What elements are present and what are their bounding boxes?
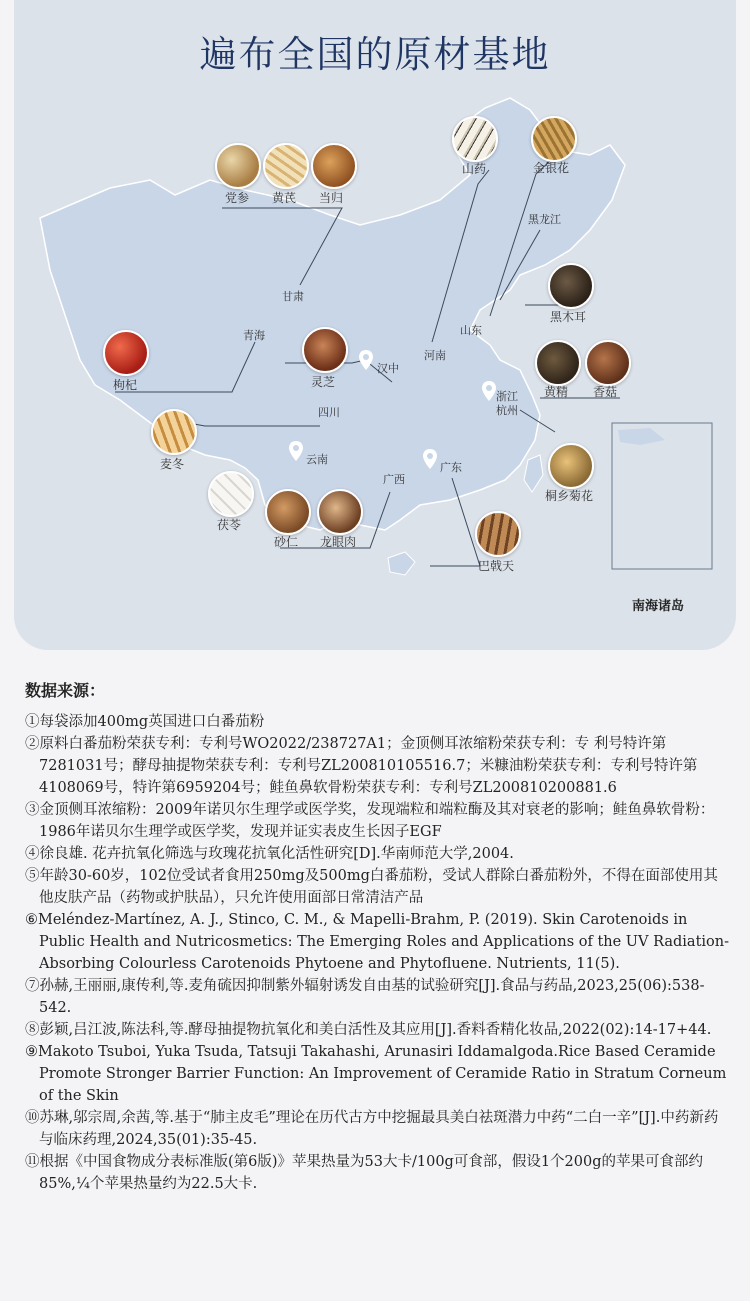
- jinyinhua-label: 金银花: [532, 161, 570, 175]
- region-shandong: 山东: [460, 324, 482, 337]
- region-gansu: 甘肃: [282, 290, 304, 303]
- bajitian-label: 巴戟天: [477, 559, 515, 573]
- sources-heading: 数据来源：: [25, 681, 106, 700]
- huangqi-image: [263, 143, 309, 189]
- sharen-image: [265, 489, 311, 535]
- source-item: ②原料白番茄粉荣获专利：专利号WO2022/238727A1；金顶侧耳浓缩粉荣获专利：专 利号特许第7281031号；酵母抽提物荣获专利：专利号ZL200810105516.7；米糠油粉荣获专利：专利号特许第 4108069号，特许第6959204号；鲑鱼鼻软骨粉荣获专利：专利号ZL200810200881.6: [25, 736, 698, 796]
- source-item: ⑩苏琳,邬宗周,余茜,等.基于“肺主皮毛”理论在历代古方中挖掘最具美白祛斑潜力中药“二白一辛”[J].中药新药与临床药理,2024,35(01):35-45.: [25, 1110, 719, 1148]
- china-map: [0, 0, 750, 650]
- gouqi-label: 枸杞: [112, 378, 138, 392]
- danggui-image: [311, 143, 357, 189]
- tongxiang-juhua-image: [548, 443, 594, 489]
- huangqi-label: 黄芪: [271, 191, 297, 205]
- jinyinhua-image: [531, 116, 577, 162]
- fuling-image: [208, 471, 254, 517]
- location-pin-icon: [422, 449, 438, 469]
- longyanrou-label: 龙眼肉: [319, 535, 357, 549]
- source-item: ①每袋添加400mg英国进口白番茄粉: [25, 714, 265, 730]
- sharen-label: 砂仁: [273, 535, 299, 549]
- region-guangdong: 广东: [440, 461, 462, 474]
- source-item: ⑨Makoto Tsuboi, Yuka Tsuda, Tatsuji Takahashi, Arunasiri Iddamalgoda.Rice Based Ceramide Promote Stronger Barrier Function: An Improvement of Ceramide Ratio in Stratum Corneum of the Skin: [25, 1044, 727, 1104]
- tongxiang-juhua-label: 桐乡菊花: [544, 489, 594, 503]
- region-henan: 河南: [424, 349, 446, 362]
- huangjing-label: 黄精: [543, 385, 569, 399]
- region-sichuan: 四川: [318, 406, 340, 419]
- heimuer-image: [548, 263, 594, 309]
- source-item: ④徐良雄. 花卉抗氧化筛选与玫瑰花抗氧化活性研究[D].华南师范大学,2004.: [25, 846, 514, 862]
- source-item: ⑥Meléndez-Martínez, A. J., Stinco, C. M., & Mapelli-Brahm, P. (2019). Skin Carotenoids in Public Health and Nutricosmetics: The Emerging Roles and Applications of the UV Radiation-Absorbing Colourless Carotenoids Phytoene and Phytofluene. Nutrients, 11(5).: [25, 912, 730, 972]
- danggui-label: 当归: [318, 191, 344, 205]
- xianggu-label: 香菇: [592, 385, 618, 399]
- south-sea-label: 南海诸岛: [632, 599, 685, 614]
- page-title: 遍布全国的原材基地: [199, 33, 551, 76]
- heimuer-label: 黑木耳: [549, 310, 587, 324]
- shanyao-image: [452, 116, 498, 162]
- region-guangxi: 广西: [383, 473, 405, 486]
- region-yunnan: 云南: [306, 453, 328, 466]
- gouqi-image: [103, 330, 149, 376]
- region-hanzhong: 汉中: [377, 362, 399, 375]
- hainan-island: [388, 552, 415, 575]
- dangshen-label: 党参: [224, 191, 250, 205]
- sources-section: [25, 678, 730, 1195]
- location-pin-icon: [288, 441, 304, 461]
- shanyao-label: 山药: [461, 162, 487, 176]
- maidong-image: [151, 409, 197, 455]
- region-heilongjiang: 黑龙江: [528, 213, 561, 226]
- source-item: ③金顶侧耳浓缩粉：2009年诺贝尔生理学或医学奖，发现端粒和端粒酶及其对衰老的影响；鲑鱼鼻软骨粉：1986年诺贝尔生理学或医学奖，发现并证实表皮生长因子EGF: [25, 802, 715, 840]
- longyanrou-image: [317, 489, 363, 535]
- source-item: ⑪根据《中国食物成分表标准版(第6版)》苹果热量为53大卡/100g可食部，假设1个200g的苹果可食部约85%,¼个苹果热量约为22.5大卡.: [25, 1154, 704, 1192]
- taiwan-island: [524, 455, 543, 492]
- fuling-label: 茯苓: [216, 518, 242, 532]
- maidong-label: 麦冬: [159, 457, 185, 471]
- xianggu-image: [585, 340, 631, 386]
- source-item: ⑦孙赫,王丽丽,康传利,等.麦角硫因抑制紫外辐射诱发自由基的试验研究[J].食品与药品,2023,25(06):538-542.: [25, 978, 705, 1016]
- lingzhi-image: [302, 327, 348, 373]
- huangjing-image: [535, 340, 581, 386]
- location-pin-icon: [481, 381, 497, 401]
- lingzhi-label: 灵芝: [310, 375, 336, 389]
- source-item: ⑤年龄30-60岁，102位受试者食用250mg及500mg白番茄粉，受试人群除白番茄粉外，不得在面部使用其他皮肤产品（药物或护肤品），只允许使用面部日常清洁产品: [25, 868, 718, 906]
- dangshen-image: [215, 143, 261, 189]
- source-item: ⑧彭颖,吕江波,陈法科,等.酵母抽提物抗氧化和美白活性及其应用[J].香料香精化妆品,2022(02):14-17+44.: [25, 1022, 712, 1038]
- location-pin-icon: [358, 350, 374, 370]
- bajitian-image: [475, 511, 521, 557]
- south-sea-inset: [612, 423, 712, 569]
- region-qinghai: 青海: [243, 329, 265, 342]
- region-zhejiang-hangzhou: 浙江 杭州: [496, 390, 518, 417]
